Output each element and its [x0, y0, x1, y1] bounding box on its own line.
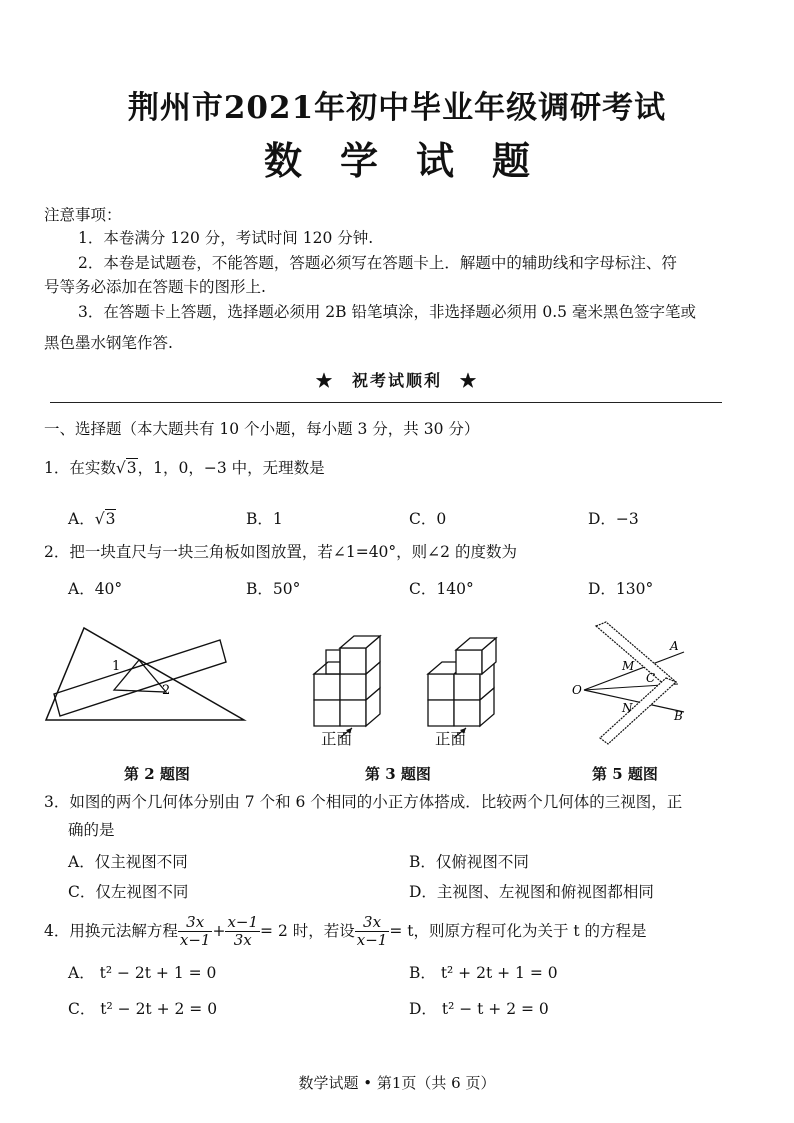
q4-fraction-1: [178, 914, 213, 949]
fig3-left-front-label: 正面: [321, 730, 353, 748]
q2-option-b: B．50°: [246, 580, 301, 598]
q4-option-b: B． t² + 2t + 1 = 0: [409, 964, 558, 982]
fig5-label-o: O: [572, 683, 582, 697]
q1-option-b: B．1: [246, 510, 283, 528]
q4-stem-1: 4．用换元法解方程: [44, 922, 178, 940]
q3-option-d: D．主视图、左视图和俯视图都相同: [409, 883, 654, 901]
section-1-heading: 一、选择题（本大题共有 10 个小题，每小题 3 分，共 30 分）: [44, 420, 480, 438]
sqrt-symbol: √3: [94, 510, 116, 528]
note-2b: 号等务必添加在答题卡的图形上.: [44, 278, 266, 296]
question-1-stem: [44, 457, 325, 479]
ruler: [54, 640, 226, 716]
q1-stem-pre: 1．在实数: [44, 459, 116, 477]
q4-frac1-num: 3x: [178, 914, 213, 932]
note-3b: 黑色墨水钢笔作答.: [44, 334, 173, 352]
q4-plus: +: [212, 922, 226, 940]
figure-2-ruler-triangle: [44, 620, 254, 730]
q3-option-a: A．仅主视图不同: [68, 853, 188, 871]
exam-title: 荆州市2021年初中毕业年级调研考试: [127, 90, 667, 126]
good-luck-banner: ★ 祝考试顺利 ★: [315, 371, 478, 390]
q4-eq-t: = t，则原方程可化为关于 t 的方程是: [389, 922, 647, 940]
q1-radicand: 3: [126, 459, 137, 477]
fig2-angle-1: 1: [112, 659, 121, 674]
q4-frac1-den: x−1: [179, 930, 211, 949]
fig5-label-a: A: [670, 639, 679, 653]
fig5-label-n: N: [622, 701, 633, 715]
question-3-stem-a: 3．如图的两个几何体分别由 7 个和 6 个相同的小正方体搭成．比较两个几何体的三视图，正: [44, 793, 683, 811]
divider-line: [50, 402, 722, 403]
q4-fraction-3: [355, 914, 390, 949]
q1-option-a-radicand: 3: [105, 510, 116, 528]
note-3a: 3．在答题卡上答题，选择题必须用 2B 铅笔填涂，非选择题必须用 0.5 毫米黑色签字笔或: [78, 303, 696, 321]
note-1: 1．本卷满分 120 分，考试时间 120 分钟.: [78, 229, 374, 247]
fig2-caption: 第 2 题图: [124, 765, 190, 783]
q1-stem-post: ，1，0，−3 中，无理数是: [137, 459, 325, 477]
q4-option-c: C． t² − 2t + 2 = 0: [68, 1000, 218, 1018]
exam-subtitle: 数学试题: [263, 138, 568, 183]
q1-option-a-label: A．: [68, 510, 95, 528]
fig5-label-c: C: [646, 671, 656, 685]
q4-frac3-num: 3x: [355, 914, 390, 932]
notes-heading: 注意事项：: [44, 206, 122, 224]
page-footer: 数学试题 • 第1页（共 6 页）: [298, 1074, 496, 1092]
fig3-right-front-label: 正面: [435, 730, 467, 748]
q4-frac3-den: x−1: [356, 930, 388, 949]
figure-5-angle-bisector: [566, 620, 716, 750]
q4-option-a: A． t² − 2t + 1 = 0: [68, 964, 217, 982]
q2-option-a: A．40°: [68, 580, 123, 598]
q4-fraction-2: [225, 914, 260, 949]
q2-option-d: D．130°: [588, 580, 654, 598]
q4-eq2: = 2 时，若设: [260, 922, 355, 940]
fig5-label-b: B: [674, 709, 683, 723]
question-2-stem: 2．把一块直尺与一块三角板如图放置，若∠1=40°，则∠2 的度数为: [44, 543, 517, 561]
note-2a: 2．本卷是试题卷，不能答题，答题必须写在答题卡上．解题中的辅助线和字母标注、符: [78, 254, 677, 272]
q3-option-c: C．仅左视图不同: [68, 883, 189, 901]
q1-option-a: [68, 507, 116, 529]
q4-frac2-den: 3x: [233, 930, 252, 949]
fig5-caption: 第 5 题图: [592, 765, 658, 783]
fig5-label-m: M: [622, 659, 635, 673]
q1-option-d: D．−3: [588, 510, 639, 528]
fig2-angle-2: 2: [162, 683, 171, 698]
ruler-upper: [596, 622, 676, 686]
question-3-stem-b: 确的是: [68, 821, 115, 839]
q4-option-d: D． t² − t + 2 = 0: [409, 1000, 549, 1018]
q1-option-c: C．0: [409, 510, 447, 528]
sqrt-symbol: √3: [115, 459, 137, 477]
question-4-stem: [44, 910, 647, 952]
q4-frac2-num: x−1: [227, 912, 259, 931]
fig3-caption: 第 3 题图: [365, 765, 431, 783]
q3-option-b: B．仅俯视图不同: [409, 853, 529, 871]
q2-option-c: C．140°: [409, 580, 474, 598]
